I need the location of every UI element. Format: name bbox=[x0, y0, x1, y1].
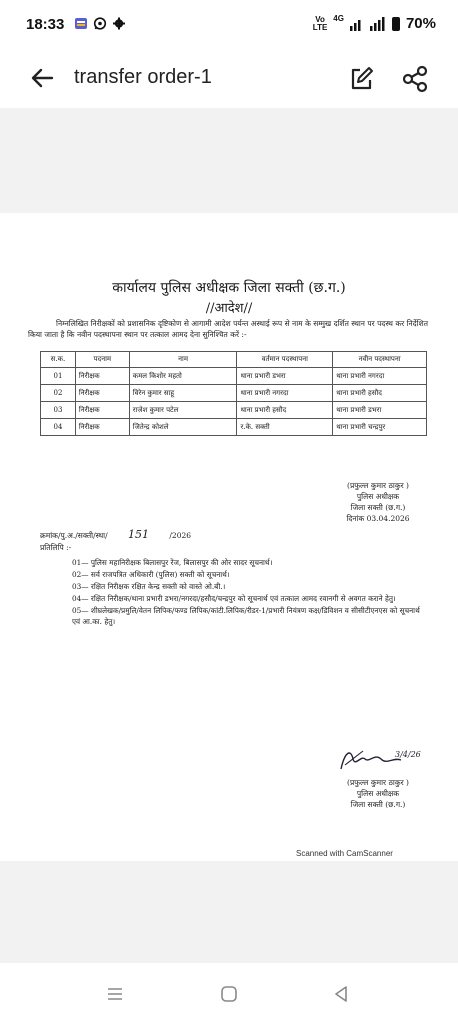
table-cell: थाना प्रभारी डभरा bbox=[237, 368, 333, 385]
network-type: 4G bbox=[333, 14, 344, 23]
copy-list bbox=[72, 557, 424, 628]
document-page bbox=[0, 213, 458, 861]
signatory-name: (प्रफुल्ल कुमार ठाकुर ) bbox=[347, 481, 409, 490]
signatory-designation: पुलिस अधीक्षक bbox=[356, 789, 400, 798]
table-row bbox=[41, 419, 427, 436]
list-item: 01— पुलिस महानिरीक्षक बिलासपुर रेंज, बिलासपुर की ओर सादर सूचनार्थ। bbox=[72, 558, 273, 567]
signatory-name: (प्रफुल्ल कुमार ठाकुर ) bbox=[347, 778, 409, 787]
reference-prefix: क्रमांक/पु.अ./सक्ती/स्था/ bbox=[40, 531, 108, 540]
office-heading: कार्यालय पुलिस अधीक्षक जिला सक्ती (छ.ग.) bbox=[112, 280, 346, 296]
table-cell: निरीक्षक bbox=[75, 368, 129, 385]
reference-suffix: /2026 bbox=[169, 531, 192, 540]
arrow-left-icon[interactable] bbox=[26, 62, 58, 94]
scanner-footer: Scanned with CamScanner bbox=[296, 849, 393, 858]
navigation-bar bbox=[0, 963, 458, 1024]
list-item: 03— रक्षित निरीक्षक रक्षित केन्द्र सक्ती को वास्ते ओ.बी.। bbox=[72, 582, 226, 591]
status-bar bbox=[0, 0, 458, 52]
table-cell: 02 bbox=[41, 385, 76, 402]
list-item: 02— सर्व राजपत्रित अधिकारी (पुलिस) सक्ती को सूचनार्थ। bbox=[72, 570, 230, 579]
table-cell: निरीक्षक bbox=[75, 385, 129, 402]
signature-block-1 bbox=[318, 480, 438, 524]
battery-icon bbox=[392, 17, 400, 31]
order-date: दिनांक 03.04.2026 bbox=[346, 514, 410, 523]
signatory-district: जिला सक्ती (छ.ग.) bbox=[350, 800, 406, 809]
reference-number: 151 bbox=[128, 528, 150, 541]
table-cell: 03 bbox=[41, 402, 76, 419]
list-item: 04— रक्षित निरीक्षक/थाना प्रभारी डभरा/नगरदा/हसौद/चन्द्रपुर को सूचनार्थ एवं तत्काल आमद रवानगी से अवगत कराने हेतु। bbox=[72, 594, 396, 603]
whatsapp-icon bbox=[93, 17, 107, 30]
table-header: स.क. bbox=[41, 352, 76, 368]
table-cell: 01 bbox=[41, 368, 76, 385]
table-header: पदनाम bbox=[75, 352, 129, 368]
table-cell: निरीक्षक bbox=[75, 419, 129, 436]
table-row bbox=[41, 368, 427, 385]
reference-line bbox=[40, 528, 191, 541]
signature-date-note: 3/4/26 bbox=[395, 750, 421, 759]
volte-indicator: Vo LTE bbox=[312, 14, 328, 32]
table-cell: विरेन कुमार साहू bbox=[129, 385, 237, 402]
table-cell: कमल किशोर महतो bbox=[129, 368, 237, 385]
order-heading: //आदेश// bbox=[205, 301, 253, 316]
list-item: 05— शीघ्रलेखक/प्रमुलि/वेतन लिपिक/फण्ड लिपिक/कांटी.लिपिक/रीडर-1/प्रभारी नियंत्रण कक्ष/डिविशन व सीसीटीएनएस को सूचनार्थ एवं आ.का. हेतु। bbox=[72, 606, 420, 626]
table-header: नवीन पदस्थापना bbox=[333, 352, 427, 368]
table-cell: र.के. सक्ती bbox=[237, 419, 333, 436]
table-cell: राजेश कुमार पटेल bbox=[129, 402, 237, 419]
signatory-district: जिला सक्ती (छ.ग.) bbox=[350, 503, 406, 512]
table-header: नाम bbox=[129, 352, 237, 368]
table-cell: थाना प्रभारी डभरा bbox=[333, 402, 427, 419]
table-cell: थाना प्रभारी नगरदा bbox=[237, 385, 333, 402]
table-cell: जितेन्द्र कोशले bbox=[129, 419, 237, 436]
signal-icon bbox=[350, 17, 386, 31]
order-paragraph: निम्नलिखित निरीक्षकों को प्रशासनिक दृष्टिकोण से आगामी आदेश पर्यन्त अस्थाई रूप से नाम के सम्मुख दर्शित स्थान पर पदस्थ कर निर्देशित किया जाता है कि नवीन पदस्थापना स्थान पर तत्काल आमद देना सुनिश्चित करें :- bbox=[28, 319, 428, 339]
page-title: transfer order-1 bbox=[74, 66, 212, 88]
transfer-table bbox=[40, 351, 427, 436]
table-cell: थाना प्रभारी चन्द्रपुर bbox=[333, 419, 427, 436]
share-icon[interactable] bbox=[400, 64, 430, 94]
table-cell: थाना प्रभारी हसौद bbox=[237, 402, 333, 419]
settings-gear-icon bbox=[112, 17, 126, 30]
table-cell: थाना प्रभारी नगरदा bbox=[333, 368, 427, 385]
battery-percent: 70% bbox=[405, 15, 436, 32]
edit-icon[interactable] bbox=[346, 64, 376, 94]
back-triangle-icon[interactable] bbox=[330, 983, 352, 1005]
table-row bbox=[41, 385, 427, 402]
table-cell: 04 bbox=[41, 419, 76, 436]
home-icon[interactable] bbox=[218, 983, 240, 1005]
signatory-designation: पुलिस अधीक्षक bbox=[356, 492, 400, 501]
recents-menu-icon[interactable] bbox=[104, 983, 126, 1005]
table-header-row bbox=[41, 352, 427, 368]
document-viewer[interactable] bbox=[0, 108, 458, 963]
table-header: वर्तमान पदस्थापना bbox=[237, 352, 333, 368]
gallery-icon bbox=[74, 17, 88, 30]
app-bar bbox=[0, 52, 458, 106]
copy-label: प्रतिलिपि :- bbox=[40, 543, 72, 552]
signature-block-2 bbox=[318, 777, 438, 810]
status-time: 18:33 bbox=[26, 16, 65, 33]
table-cell: थाना प्रभारी हसौद bbox=[333, 385, 427, 402]
table-cell: निरीक्षक bbox=[75, 402, 129, 419]
table-row bbox=[41, 402, 427, 419]
